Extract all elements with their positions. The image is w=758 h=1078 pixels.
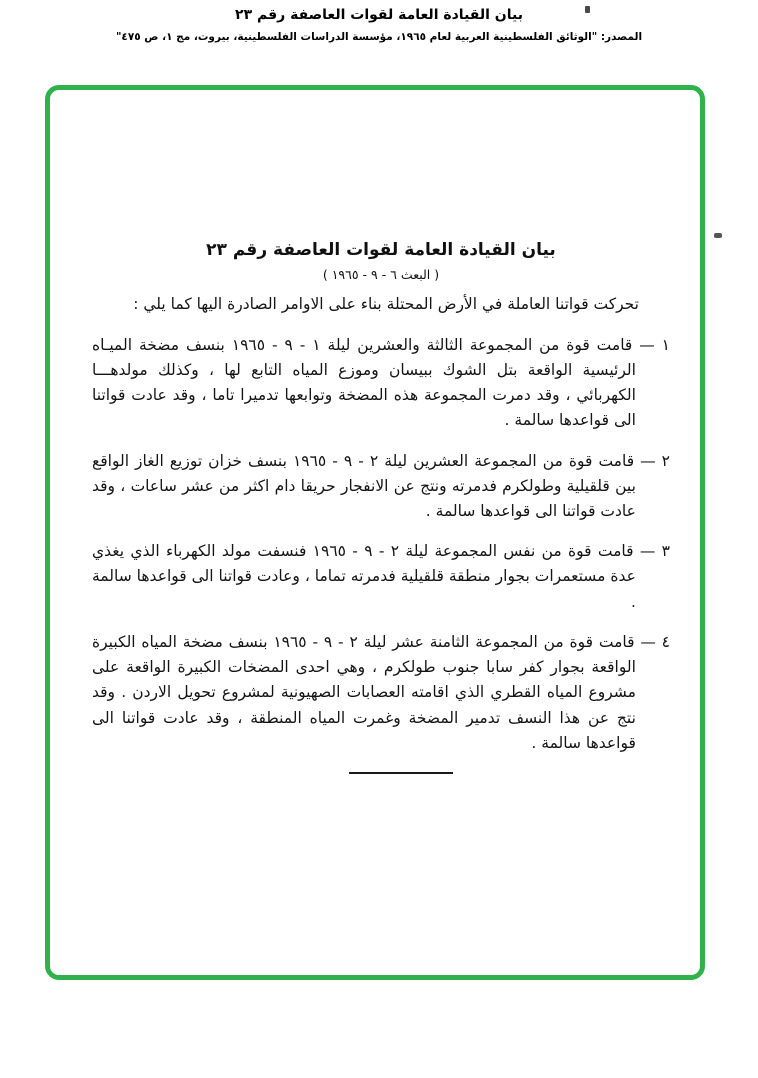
document-date-line: ( البعث ٦ - ٩ - ١٩٦٥ ) (322, 267, 440, 282)
scan-speck (714, 233, 722, 238)
document-item: ١ — قامت قوة من المجموعة الثالثة والعشرين ليلة ١ - ٩ - ١٩٦٥ بنسف مضخة الميـاه الرئيسية الواقعة بتل الشوك ببيسان وموزع المياه التابع لها ، وكذلك مولدهـــا الكهربائي ، وقد دمرت المجموعة هذه المضخة وتوابعها تدميرا تاما ، وقد عادت قواتنا الى قواعدها سالمة . (92, 335, 670, 429)
document-content (50, 90, 700, 774)
scan-speck (585, 6, 590, 13)
document-item: ٤ — قامت قوة من المجموعة الثامنة عشر ليلة ٢ - ٩ - ١٩٦٥ بنسف مضخة المياه الكبيرة الواقعة بجوار كفر سابا جنوب طولكرم ، وهي احدى المضخات الكبيرة الواقعة على مشروع المياه القطري الذي اقامته العصابات الصهيونية لمشروع تحويل الاردن . وقد نتج عن هذا النسف تدمير المضخة وغمرت المياه المنطقة ، وقد عادت قواتنا الى قواعدها سالمة . (92, 633, 670, 752)
page-header (0, 7, 758, 43)
document-intro: تحركت قواتنا العاملة في الأرض المحتلة بناء على الاوامر الصادرة اليها كما يلي : (133, 295, 639, 313)
document-scan-box (45, 85, 705, 980)
document-item: ٢ — قامت قوة من المجموعة العشرين ليلة ٢ - ٩ - ١٩٦٥ بنسف خزان توزيع الغاز الواقع بين قلقيلية وطولكرم فدمرته ونتج عن الانفجار حريقا دام اكثر من عشر ساعات ، وقد عادت قواتنا الى قواعدها سالمة . (92, 451, 670, 520)
header-source-line: المصدر: "الوثائق الفلسطينية العربية لعام ١٩٦٥، مؤسسة الدراسات الفلسطينية، بيروت، مج ١، ص ٤٧٥" (115, 31, 643, 43)
end-divider (349, 772, 453, 774)
document-title: بيان القيادة العامة لقوات العاصفة رقم ٢٣ (206, 240, 556, 260)
document-item: ٣ — قامت قوة من نفس المجموعة ليلة ٢ - ٩ - ١٩٦٥ فنسفت مولد الكهرباء الذي يغذي عدة مستعمرات بجوار منطقة قلقيلية فدمرته تماما ، وعادت قواتنا الى قواعدها سالمة . (92, 542, 670, 611)
header-title: بيان القيادة العامة لقوات العاصفة رقم ٢٣ (235, 7, 523, 23)
